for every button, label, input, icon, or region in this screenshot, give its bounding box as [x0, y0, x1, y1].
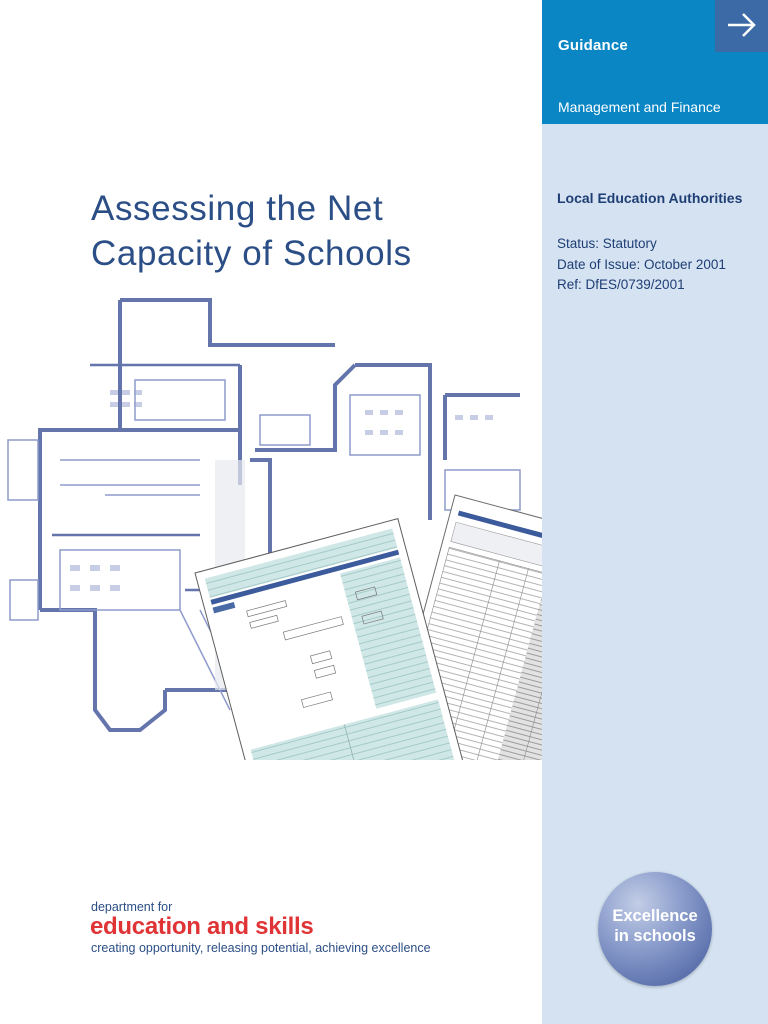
- right-arrow-icon: [726, 10, 758, 40]
- department-tagline: creating opportunity, releasing potential, achieving excellence: [91, 941, 431, 955]
- issue-date-text: Date of Issue: October 2001: [557, 257, 726, 272]
- next-page-button[interactable]: [715, 0, 768, 52]
- guidance-label: Guidance: [558, 37, 628, 54]
- sidebar-header: [542, 0, 768, 124]
- department-name: education and skills: [90, 913, 314, 940]
- status-text: Status: Statutory: [557, 236, 657, 251]
- badge-line-2: in schools: [614, 927, 696, 945]
- floor-plan-illustration: [0, 290, 542, 760]
- title-line-2: Capacity of Schools: [91, 234, 412, 273]
- audience-heading: Local Education Authorities: [557, 190, 743, 206]
- sidebar: [542, 0, 768, 1024]
- department-label: department for: [91, 900, 173, 914]
- document-title: [91, 186, 531, 276]
- category-label: Management and Finance: [558, 99, 721, 115]
- badge-line-1: Excellence: [612, 907, 698, 925]
- title-line-1: Assessing the Net: [91, 189, 384, 228]
- reference-text: Ref: DfES/0739/2001: [557, 277, 685, 292]
- excellence-in-schools-logo: [598, 872, 712, 986]
